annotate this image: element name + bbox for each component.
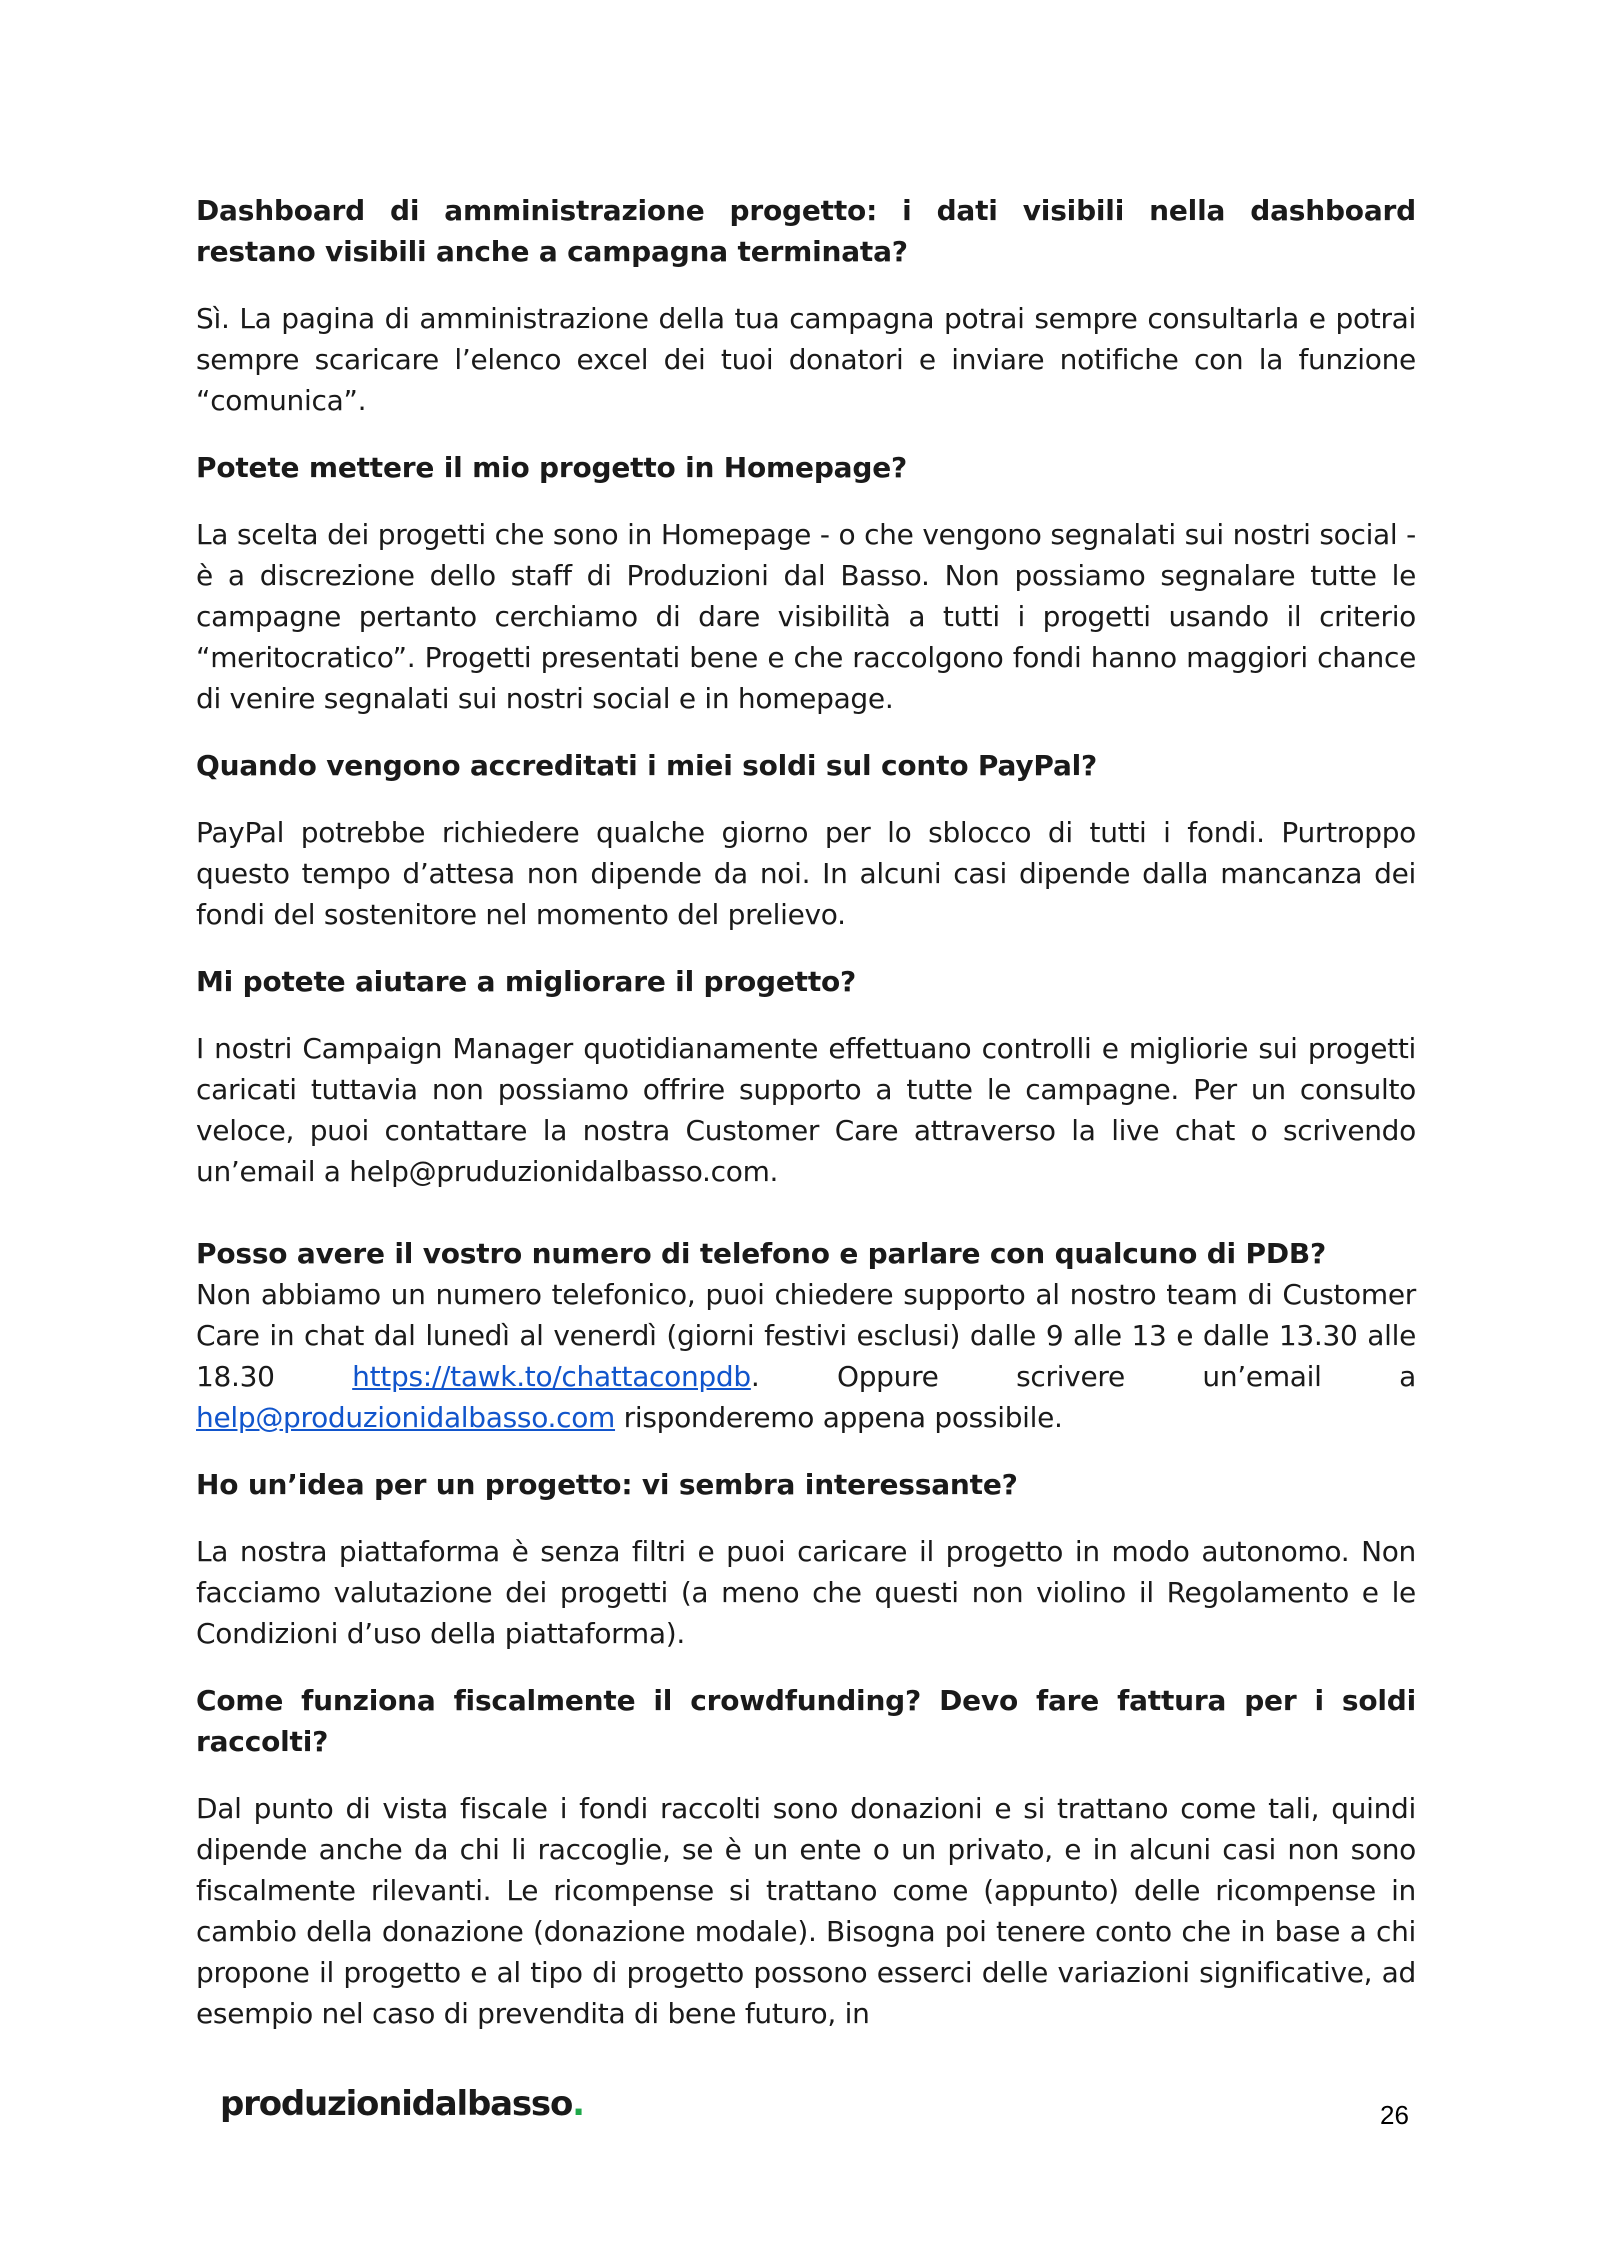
faq-question-homepage: Potete mettere il mio progetto in Homepage?	[196, 451, 908, 484]
faq-question-idea: Ho un’idea per un progetto: vi sembra interessante?	[196, 1468, 1018, 1501]
footer-logo	[220, 2084, 584, 2124]
faq-question-phone: Posso avere il vostro numero di telefono e parlare con qualcuno di PDB?	[196, 1237, 1327, 1270]
faq-answer-dashboard: Sì. La pagina di amministrazione della tua campagna potrai sempre consultarla e potrai sempre scaricare l’elenco excel dei tuoi donatori e inviare notifiche con la funzione “comunica”.	[196, 302, 1416, 417]
faq-answer-phone-text-1: Non abbiamo un numero telefonico, puoi chiedere supporto al nostro team di Customer Care in chat dal lunedì al venerdì (giorni festivi esclusi) dalle 9 alle 13 e dalle 13.30 alle 18.30	[196, 1278, 1416, 1393]
faq-question-dashboard: Dashboard di amministrazione progetto: i dati visibili nella dashboard restano visibili anche a campagna terminata?	[196, 194, 1416, 268]
faq-answer-fiscal: Dal punto di vista fiscale i fondi raccolti sono donazioni e si trattano come tali, quindi dipende anche da chi li raccoglie, se è un ente o un privato, e in alcuni casi non sono fiscalmente rilevanti. Le ricompense si trattano come (appunto) delle ricompense in cambio della donazione (donazione modale). Bisogna poi tenere conto che in base a chi propone il progetto e al tipo di progetto possono esserci delle variazioni significative, ad esempio nel caso di prevendita di bene futuro, in	[196, 1792, 1416, 2030]
faq-question-fiscal: Come funziona fiscalmente il crowdfunding? Devo fare fattura per i soldi raccolti?	[196, 1684, 1416, 1758]
faq-answer-homepage: La scelta dei progetti che sono in Homepage - o che vengono segnalati sui nostri social - è a discrezione dello staff di Produzioni dal Basso. Non possiamo segnalare tutte le campagne pertanto cerchiamo di dare visibilità a tutti i progetti usando il criterio “meritocratico”. Progetti presentati bene e che raccolgono fondi hanno maggiori chance di venire segnalati sui nostri social e in homepage.	[196, 518, 1416, 715]
faq-answer-phone-text-3: risponderemo appena possibile.	[615, 1401, 1063, 1434]
faq-question-paypal: Quando vengono accreditati i miei soldi sul conto PayPal?	[196, 749, 1098, 782]
footer-logo-dot: .	[572, 2084, 584, 2124]
faq-answer-idea: La nostra piattaforma è senza filtri e puoi caricare il progetto in modo autonomo. Non facciamo valutazione dei progetti (a meno che questi non violino il Regolamento e le Condizioni d’uso della piattaforma).	[196, 1535, 1416, 1650]
faq-answer-improve-project: I nostri Campaign Manager quotidianamente effettuano controlli e migliorie sui progetti caricati tuttavia non possiamo offrire supporto a tutte le campagne. Per un consulto veloce, puoi contattare la nostra Customer Care attraverso la live chat o scrivendo un’email a help@pruduzionidalbasso.com.	[196, 1032, 1416, 1188]
faq-question-improve-project: Mi potete aiutare a migliorare il progetto?	[196, 965, 857, 998]
page-number: 26	[1380, 2100, 1409, 2130]
faq-answer-phone-text-2: . Oppure scrivere un’email a	[750, 1360, 1416, 1393]
faq-answer-phone	[196, 1274, 1416, 1438]
chat-link[interactable]: https://tawk.to/chattaconpdb	[352, 1360, 751, 1393]
email-link[interactable]: help@produzionidalbasso.com	[196, 1401, 616, 1434]
faq-answer-paypal: PayPal potrebbe richiedere qualche giorno per lo sblocco di tutti i fondi. Purtroppo questo tempo d’attesa non dipende da noi. In alcuni casi dipende dalla mancanza dei fondi del sostenitore nel momento del prelievo.	[196, 816, 1416, 931]
faq-content	[196, 190, 1416, 2034]
footer-logo-text: produzionidalbasso	[220, 2084, 573, 2124]
